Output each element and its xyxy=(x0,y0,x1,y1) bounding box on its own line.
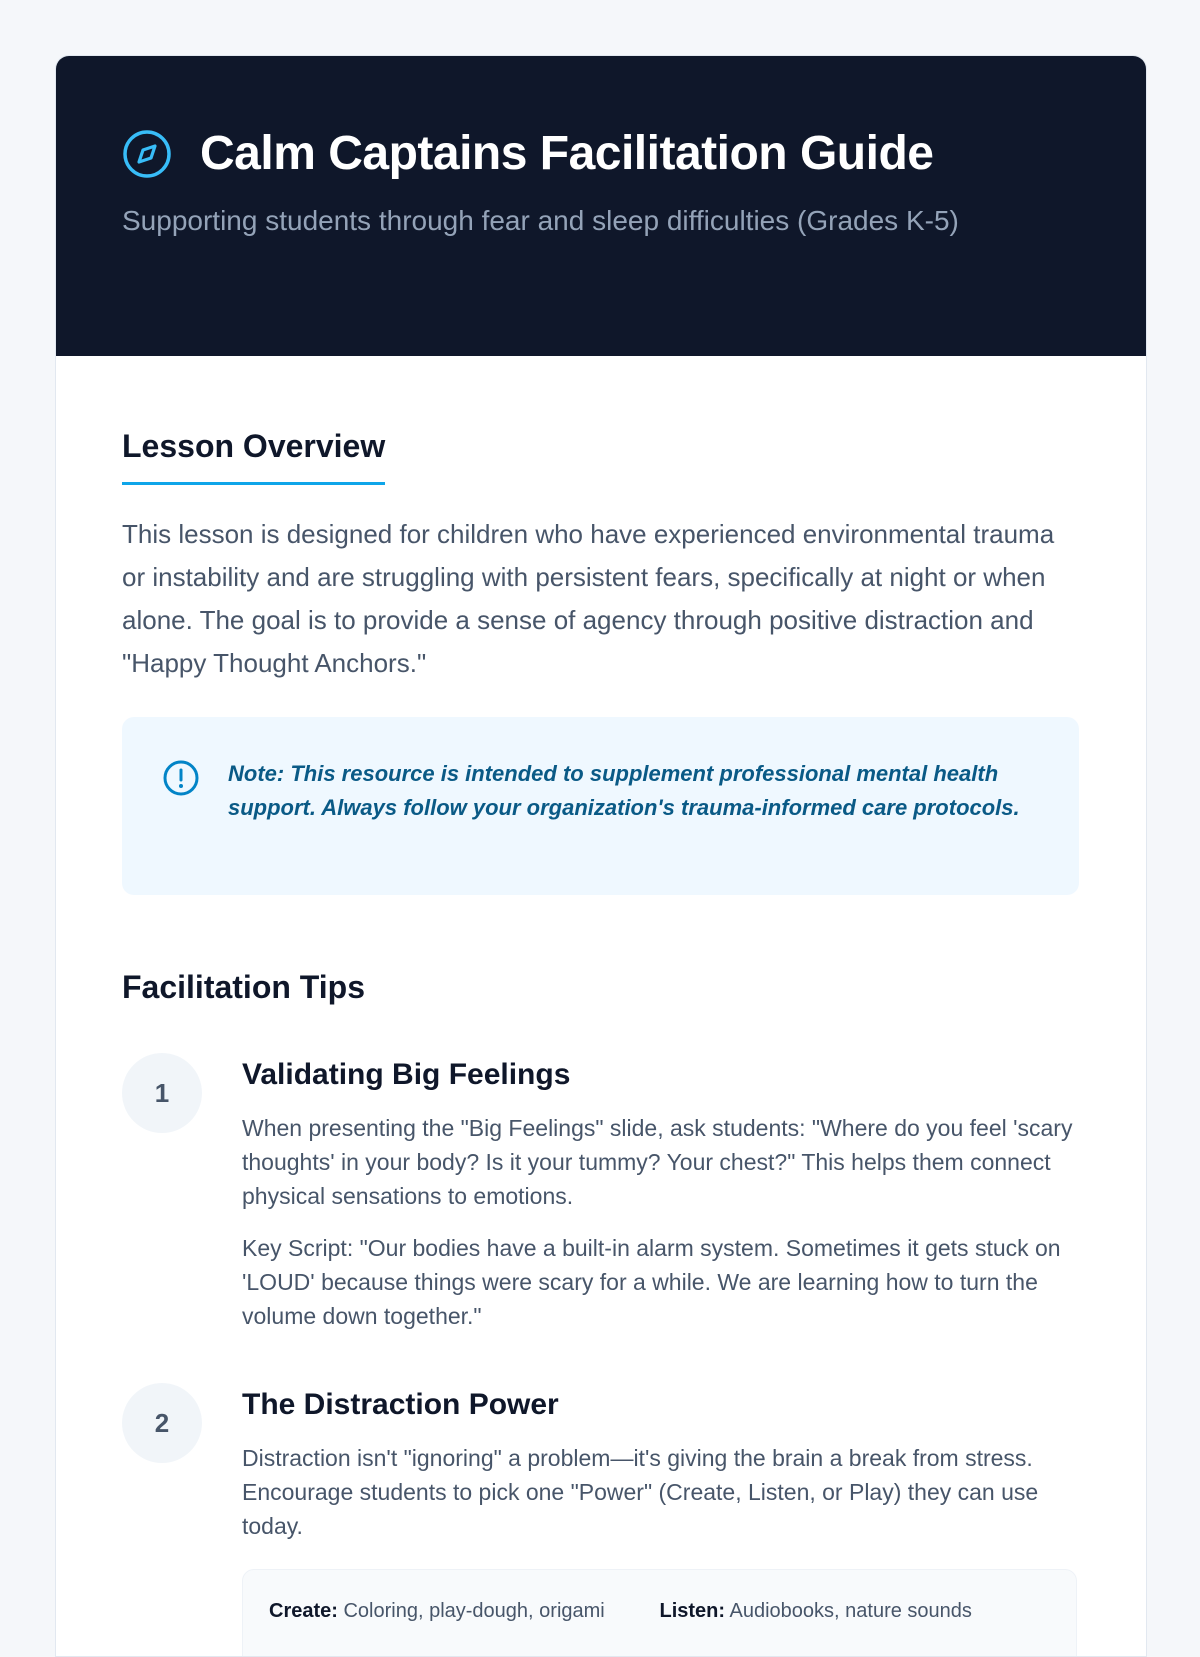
lesson-overview-section xyxy=(122,426,1080,895)
title-row xyxy=(122,126,1080,182)
note-text: Note: This resource is intended to supplement professional mental health support. Always follow your organization's trauma-informed care protocols. xyxy=(228,761,1020,820)
step-number-badge: 2 xyxy=(122,1383,202,1463)
tip-text: Distraction isn't "ignoring" a problem—it's giving the brain a break from stress. Encourage students to pick one "Power" (Create, Listen, or Play) they can use today. xyxy=(242,1445,1039,1539)
main-content xyxy=(56,356,1146,1657)
power-item-create xyxy=(269,1596,660,1657)
lesson-overview-heading: Lesson Overview xyxy=(122,426,385,485)
tip-body xyxy=(242,1053,1077,1333)
step-number-badge: 1 xyxy=(122,1053,202,1133)
tip-text: When presenting the "Big Feelings" slide, ask students: "Where do you feel 'scary thoughts' in your body? Is it your tummy? Your chest?" This helps them connect physical sensations to emotions. xyxy=(242,1115,1073,1209)
page-subtitle: Supporting students through fear and sleep difficulties (Grades K-5) xyxy=(122,205,959,236)
power-text: Coloring, play-dough, origami xyxy=(343,1600,605,1622)
tip-item xyxy=(122,1053,1080,1333)
lesson-overview-text: This lesson is designed for children who have experienced environmental trauma or instability and are struggling with persistent fears, specifically at night or when alone. The goal is to provide a sense of agency through positive distraction and "Happy Thought Anchors." xyxy=(122,519,1055,678)
power-label: Listen: xyxy=(659,1600,726,1622)
powers-box xyxy=(242,1569,1077,1657)
note-callout xyxy=(122,717,1079,895)
compass-icon xyxy=(122,129,172,179)
tip-item xyxy=(122,1383,1080,1657)
tip-body xyxy=(242,1383,1077,1657)
tip-title: The Distraction Power xyxy=(242,1388,559,1421)
facilitation-tips-heading: Facilitation Tips xyxy=(122,969,365,1005)
guide-card xyxy=(55,55,1147,1657)
tip-key-script: Key Script: "Our bodies have a built-in alarm system. Sometimes it gets stuck on 'LOUD' because things were scary for a while. We are learning how to turn the volume down together." xyxy=(242,1235,1061,1329)
power-text: Audiobooks, nature sounds xyxy=(729,1600,972,1622)
tip-title: Validating Big Feelings xyxy=(242,1058,571,1091)
hero-header xyxy=(56,56,1146,356)
power-label: Create: xyxy=(269,1600,338,1622)
alert-circle-icon xyxy=(162,759,200,797)
facilitation-tips-section xyxy=(122,967,1080,1657)
page-title: Calm Captains Facilitation Guide xyxy=(200,127,934,180)
power-item-listen xyxy=(660,1596,1051,1657)
